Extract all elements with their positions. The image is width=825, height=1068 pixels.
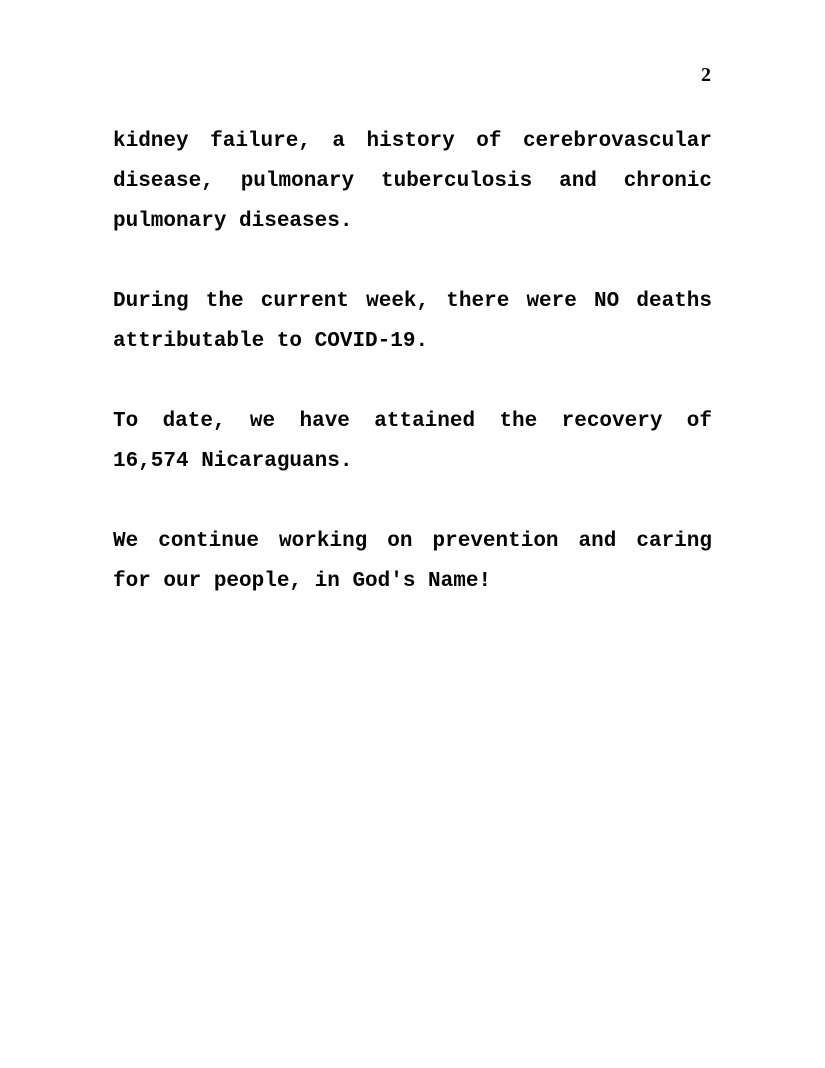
paragraph [113,402,712,482]
text-line: To date, we have attained the recovery of [113,410,712,433]
text-line: pulmonary diseases. [113,210,353,233]
text-line: kidney failure, a history of cerebrovascular [113,130,712,153]
text-line: During the current week, there were NO deaths [113,290,712,313]
paragraph [113,122,712,242]
paragraph [113,522,712,602]
document-body [113,122,712,642]
paragraph [113,282,712,362]
text-line: for our people, in God's Name! [113,570,492,593]
page-number: 2 [701,64,711,86]
text-line: attributable to COVID-19. [113,330,429,353]
text-line: disease, pulmonary tuberculosis and chronic [113,170,712,193]
text-line: 16,574 Nicaraguans. [113,450,353,473]
text-line: We continue working on prevention and caring [113,530,712,553]
